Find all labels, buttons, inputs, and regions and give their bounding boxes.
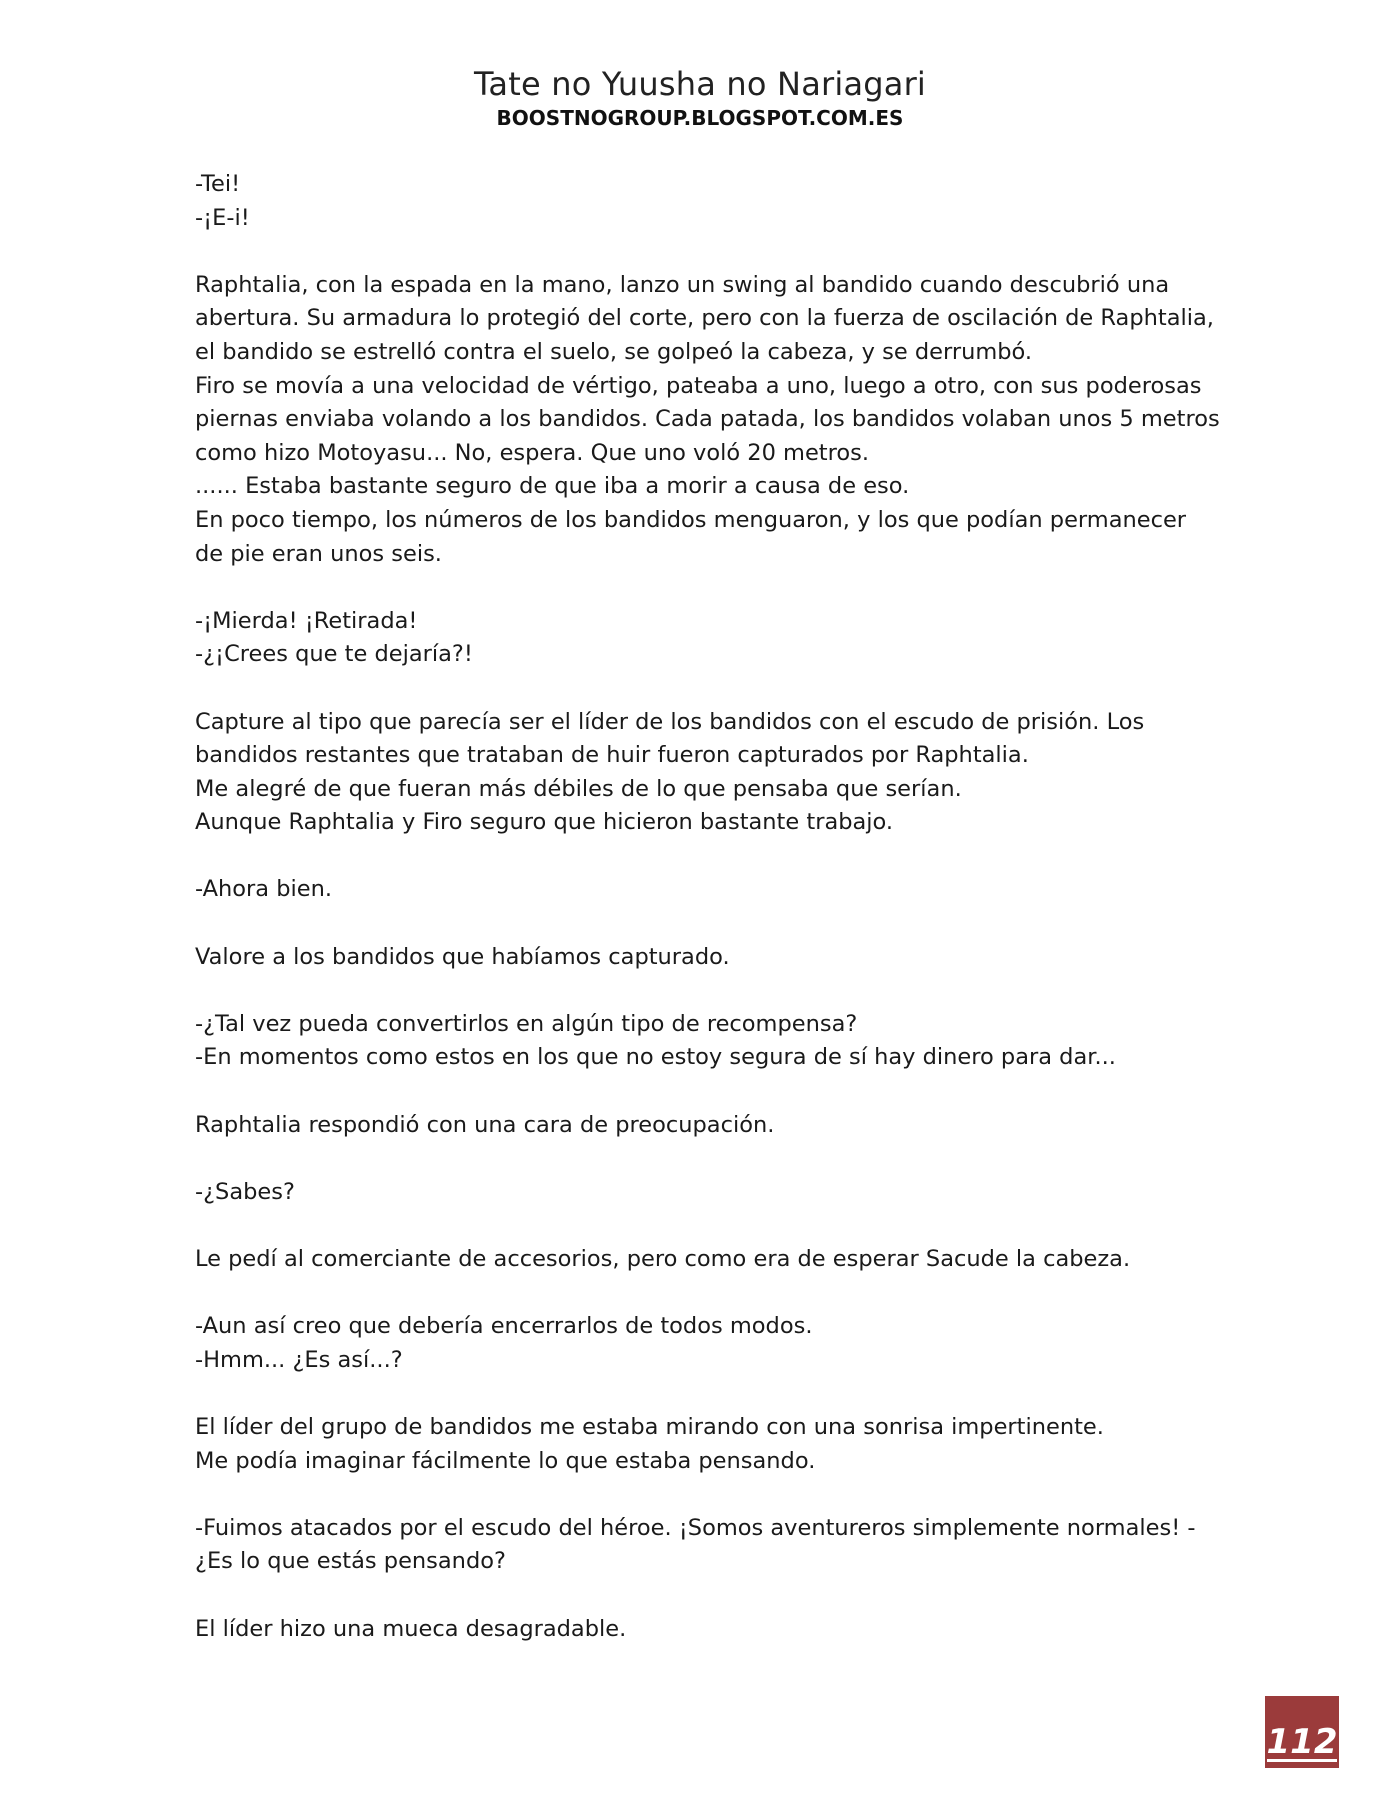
page-number-badge <box>1265 1696 1339 1768</box>
text-line: Valore a los bandidos que habíamos capturado. <box>195 943 730 970</box>
text-line: -Hmm... ¿Es así...? <box>195 1346 403 1373</box>
text-line: abertura. Su armadura lo protegió del corte, pero con la fuerza de oscilación de Raphtalia, <box>195 305 1214 332</box>
text-line: Capture al tipo que parecía ser el líder de los bandidos con el escudo de prisión. Los <box>195 708 1145 735</box>
paragraph <box>195 1008 1215 1075</box>
paragraph <box>195 1512 1215 1579</box>
text-line: Firo se movía a una velocidad de vértigo, pateaba a uno, luego a otro, con sus poderosas <box>195 372 1202 399</box>
paragraph <box>195 1109 1215 1143</box>
text-line: -¿Sabes? <box>195 1178 295 1205</box>
text-line: -¿¡Crees que te dejaría?! <box>195 641 473 668</box>
text-line: Me podía imaginar fácilmente lo que estaba pensando. <box>195 1447 816 1474</box>
paragraph <box>195 706 1215 840</box>
text-line: -Fuimos atacados por el escudo del héroe. ¡Somos aventureros simplemente normales! - <box>195 1514 1196 1541</box>
paragraph-gap <box>195 840 1215 874</box>
text-line: -¿Tal vez pueda convertirlos en algún tipo de recompensa? <box>195 1010 858 1037</box>
page-header <box>0 64 1400 132</box>
text-line: ...... Estaba bastante seguro de que iba a morir a causa de eso. <box>195 473 910 500</box>
paragraph <box>195 168 1215 235</box>
text-line: -En momentos como estos en los que no estoy segura de sí hay dinero para dar... <box>195 1044 1116 1071</box>
text-line: El líder del grupo de bandidos me estaba mirando con una sonrisa impertinente. <box>195 1413 1104 1440</box>
text-line: piernas enviaba volando a los bandidos. Cada patada, los bandidos volaban unos 5 metros <box>195 406 1220 433</box>
text-line: -Ahora bien. <box>195 876 333 903</box>
site-url: BOOSTNOGROUP.BLOGSPOT.COM.ES <box>496 106 904 130</box>
paragraph-gap <box>195 974 1215 1008</box>
text-line: En poco tiempo, los números de los bandidos menguaron, y los que podían permanecer <box>195 506 1187 533</box>
book-title: Tate no Yuusha no Nariagari <box>473 65 927 103</box>
text-line: ¿Es lo que estás pensando? <box>195 1548 506 1575</box>
paragraph-gap <box>195 1209 1215 1243</box>
paragraph-gap <box>195 907 1215 941</box>
paragraph-gap <box>195 1579 1215 1613</box>
text-line: el bandido se estrelló contra el suelo, se golpeó la cabeza, y se derrumbó. <box>195 338 1033 365</box>
text-line: Raphtalia, con la espada en la mano, lanzo un swing al bandido cuando descubrió una <box>195 271 1170 298</box>
text-line: Le pedí al comerciante de accesorios, pero como era de esperar Sacude la cabeza. <box>195 1246 1131 1272</box>
paragraph-gap <box>195 235 1215 269</box>
paragraph-gap <box>195 1377 1215 1411</box>
text-line: -¡Mierda! ¡Retirada! <box>195 607 418 634</box>
body-text <box>195 168 1220 1646</box>
text-line: como hizo Motoyasu... No, espera. Que uno voló 20 metros. <box>195 439 870 466</box>
text-line: Aunque Raphtalia y Firo seguro que hicieron bastante trabajo. <box>195 809 894 836</box>
paragraph-gap <box>195 672 1215 706</box>
paragraph-gap <box>195 1142 1215 1176</box>
text-line: -¡E-i! <box>195 204 250 231</box>
paragraph <box>195 1411 1215 1478</box>
paragraph <box>195 1613 1215 1647</box>
text-line: Me alegré de que fueran más débiles de lo que pensaba que serían. <box>195 775 962 802</box>
paragraph <box>195 941 1215 975</box>
text-line: -Tei! <box>195 171 241 197</box>
paragraph <box>195 1176 1215 1210</box>
paragraph-gap <box>195 571 1215 605</box>
paragraph-gap <box>195 1277 1215 1311</box>
page-number: 112 <box>1266 1722 1338 1762</box>
text-line: bandidos restantes que trataban de huir fueron capturados por Raphtalia. <box>195 742 1029 769</box>
text-line: Raphtalia respondió con una cara de preocupación. <box>195 1111 775 1138</box>
paragraph <box>195 269 1220 571</box>
text-line: de pie eran unos seis. <box>195 540 442 567</box>
text-line: -Aun así creo que debería encerrarlos de todos modos. <box>195 1313 813 1340</box>
paragraph <box>195 605 1215 672</box>
paragraph-gap <box>195 1478 1215 1512</box>
paragraph <box>195 1243 1215 1277</box>
paragraph <box>195 1310 1215 1377</box>
paragraph <box>195 873 1215 907</box>
text-line: El líder hizo una mueca desagradable. <box>195 1615 627 1642</box>
paragraph-gap <box>195 1075 1215 1109</box>
